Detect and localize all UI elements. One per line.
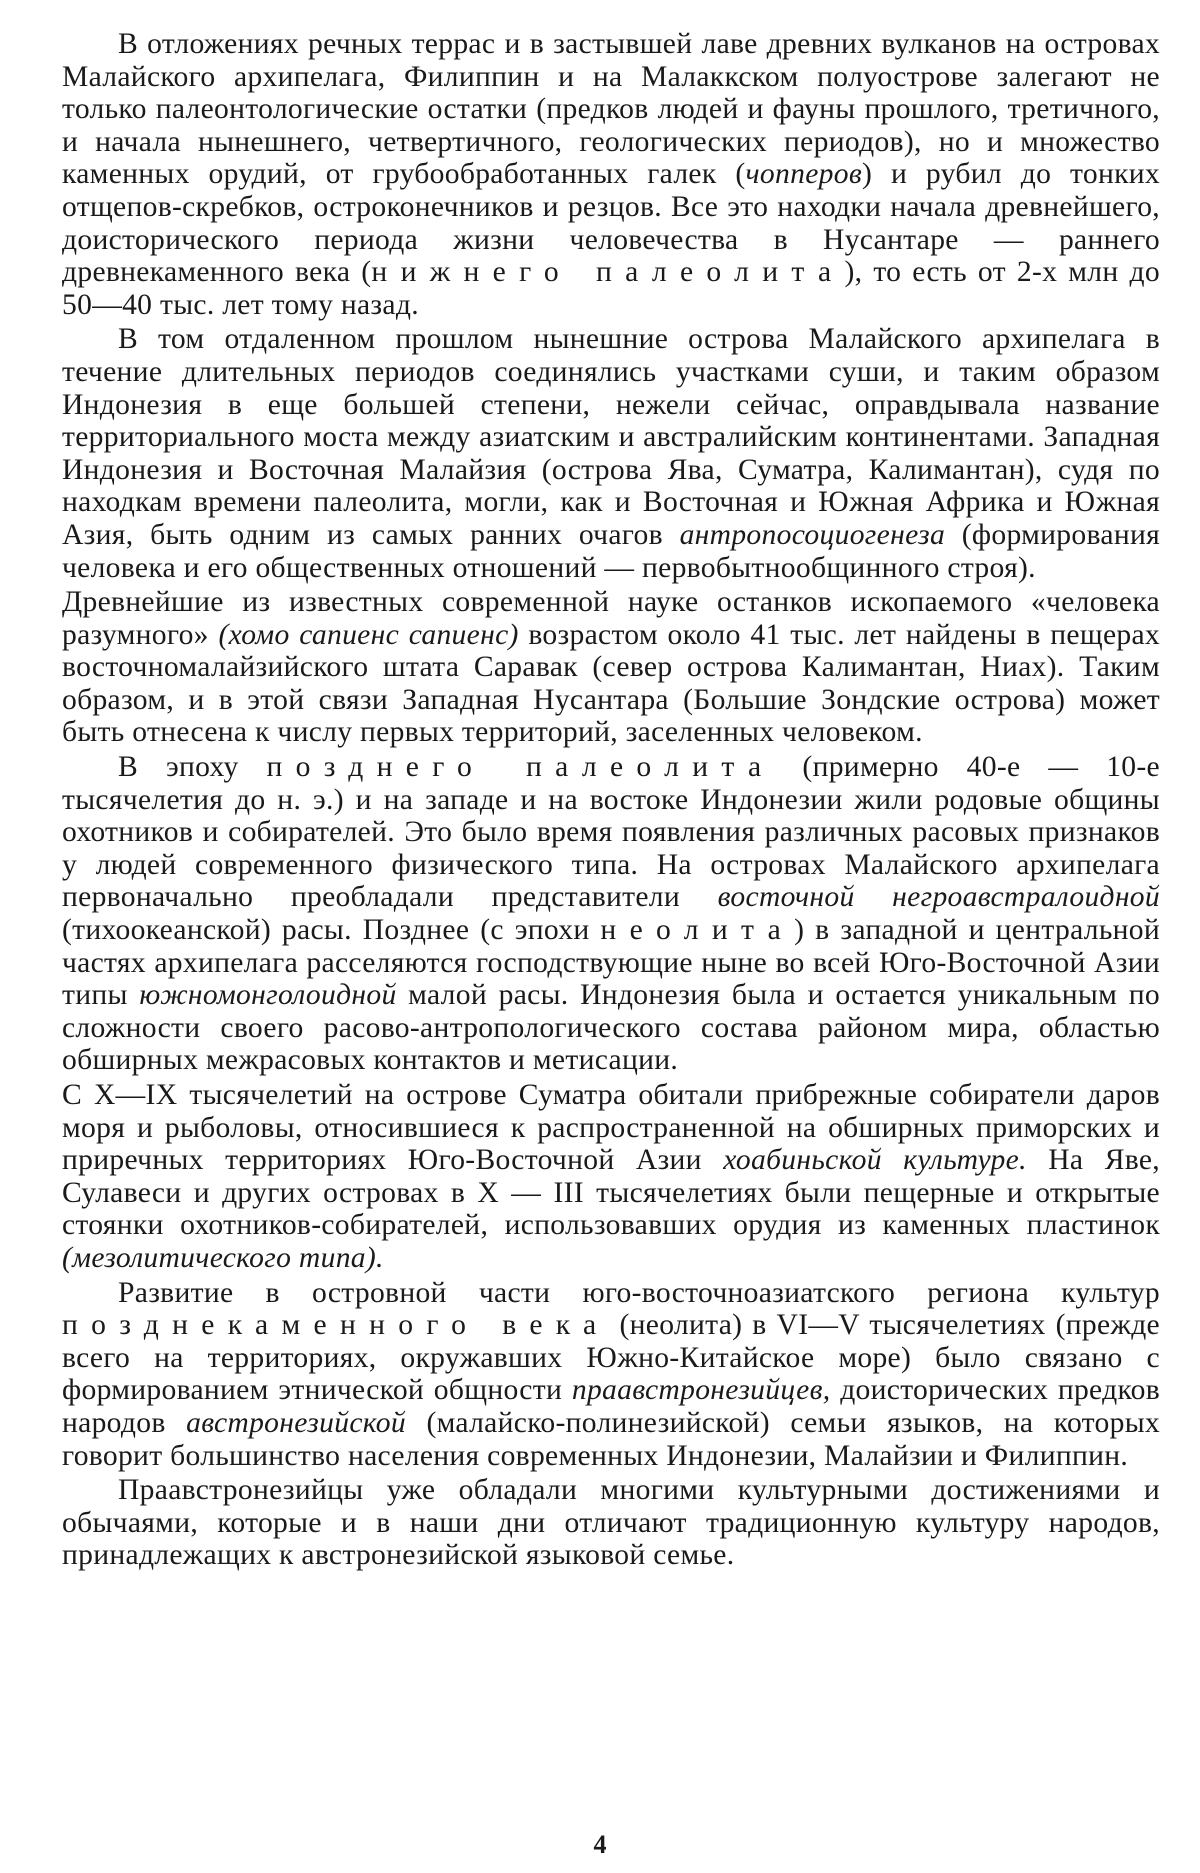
paragraph-2-segment: В том отдаленном прошлом нынешние острова Малайского архипелага в течение длительных периодов соединялись участками суши, и таким образом Индонезия в еще большей степени, нежели сейчас, оправдывала название территориального моста между азиатским и австралийским континентами. Западная Индонезия и Восточная Малайзия (острова Ява, Суматра, Калимантан), судя по находкам времени палеолита, могли, как и Восточная и Южная Африка и Южная Азия, быть одним из самых ранних очагов [62, 323, 1160, 551]
paragraph-2-segment: антропосоциогенеза [680, 519, 945, 551]
paragraph-4-segment: восточной негроавстралоидной [718, 881, 1160, 913]
page-body [62, 28, 1160, 1572]
paragraph-4-segment: ) в западной и центральной частях архипелага расселяются господствующие ныне во всей Юго-Восточной Азии типы [62, 914, 1160, 1011]
paragraph-6-segment: праавстронезийцев, [572, 1374, 831, 1406]
paragraph-7-segment: Праавстронезийцы уже обладали многими культурными достижениями и обычаями, которые и в наши дни отличают традиционную культуру народов, принадлежащих к австронезийской языковой семье. [62, 1474, 1160, 1571]
paragraph-1-segment: В отложениях речных террас и в застывшей лаве древних вулканов на островах Малайского архипелага, Филиппин и на Малаккском полуострове залегают не только палеонтологические остатки (предков людей и фауны прошлого, третичного, и начала нынешнего, четвертичного, геологических периодов), но и множество каменных орудий, от грубообработанных галек ( [62, 28, 1160, 190]
paragraph-2-segment: (формирования человека и его общественных отношений — первобытнообщинного строя). [62, 519, 1160, 584]
paragraph-1-segment: ) и рубил до тонких отщепов-скребков, остроконечников и резцов. Все это находки начала древнейшего, доисторического периода жизни человечества в Нусантаре — раннего древнекаменного века ( [62, 158, 1160, 288]
paragraph-6-segment: (неолита) в VI—V тысячелетиях (прежде всего на территориях, окружавших Южно-Китайское море) было связано с формированием этнической общности [62, 1309, 1160, 1406]
paragraph-4-segment: малой расы. Индонезия была и остается уникальным по сложности своего расово-антропологического состава районом мира, областью обширных межрасовых контактов и метисации. [62, 979, 1160, 1076]
paragraph-5-segment: На Яве, Сулавеси и других островах в X — III тысячелетиях были пещерные и открытые стоянки охотников-собирателей, использовавших орудия из каменных пластинок [62, 1144, 1160, 1241]
paragraph-6-segment: доисторических предков народов [62, 1374, 1160, 1439]
paragraph-4-segment: позднего палеолита [266, 751, 774, 783]
paragraph-1-segment: ), то есть от 2-х млн до 50—40 тыс. лет тому назад. [62, 256, 1160, 321]
paragraph-6 [62, 1277, 1160, 1473]
paragraph-6-segment: Развитие в островной части юго-восточноазиатского региона культур [118, 1277, 1160, 1309]
paragraph-6-segment: (малайско-полинезийской) семьи языков, на которых говорит большинство населения современных Индонезии, Малайзии и Филиппин. [62, 1407, 1160, 1472]
paragraph-4 [62, 751, 1160, 1077]
paragraph-3-segment: возрастом около 41 тыс. лет найдены в пещерах восточномалайзийского штата Саравак (север острова Калимантан, Ниах). Таким образом, и в этой связи Западная Нусантара (Большие Зондские острова) может быть отнесена к числу первых территорий, заселенных человеком. [62, 619, 1160, 749]
paragraph-1-segment: нижнего палеолита [371, 256, 844, 288]
paragraph-5-segment: (мезолитического типа). [62, 1242, 384, 1274]
paragraph-3 [62, 586, 1160, 749]
paragraph-4-segment: южномонголоидной [139, 979, 396, 1011]
paragraph-1 [62, 28, 1160, 321]
paragraph-3-segment: (хомо сапиенс сапиенс) [218, 619, 518, 651]
paragraph-4-segment: неолита [600, 914, 794, 946]
paragraph-4-segment: В эпоху [118, 751, 266, 783]
paragraph-4-segment: (тихоокеанской) расы. Позднее (с эпохи [62, 914, 600, 946]
paragraph-3-segment: Древнейшие из известных современной науке останков ископаемого «человека разумного» [62, 586, 1160, 651]
page-number: 4 [0, 1830, 1200, 1860]
paragraph-4-segment: (примерно 40-е — 10-е тысячелетия до н. э.) и на западе и на востоке Индонезии жили родовые общины охотников и собирателей. Это было время появления различных расовых признаков у людей современного физического типа. На островах Малайского архипелага первоначально преобладали представители [62, 751, 1160, 913]
paragraph-1-segment: чопперов [746, 158, 862, 190]
paragraph-6-segment: позднекаменного века [62, 1309, 610, 1341]
paragraph-5-segment: С X—IX тысячелетий на острове Суматра обитали прибрежные собиратели даров моря и рыболовы, относившиеся к распространенной на обширных приморских и приречных территориях Юго-Восточной Азии [62, 1079, 1160, 1176]
paragraph-2 [62, 323, 1160, 584]
paragraph-5-segment: хоабиньской культуре. [723, 1144, 1027, 1176]
paragraph-6-segment: австронезийской [186, 1407, 406, 1439]
paragraph-5 [62, 1079, 1160, 1275]
paragraph-7 [62, 1474, 1160, 1572]
